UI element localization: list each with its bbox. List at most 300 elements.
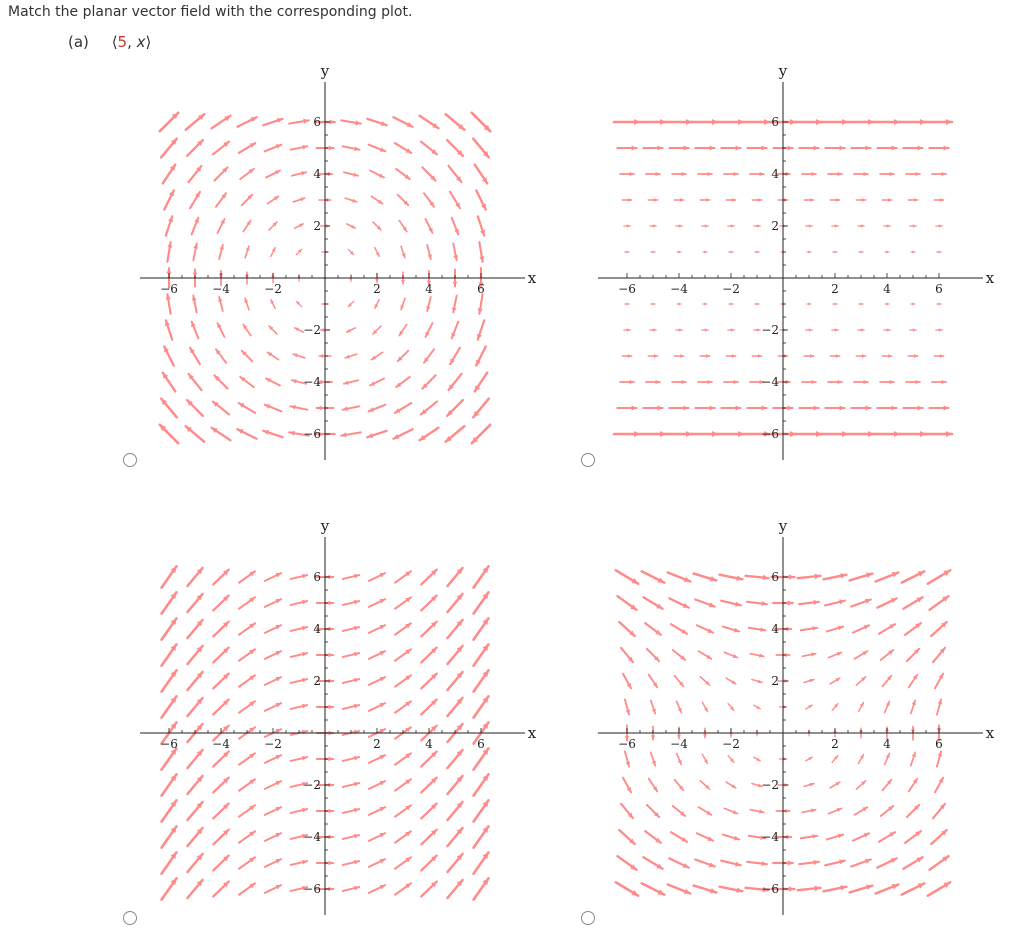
field-arrow	[674, 198, 684, 202]
field-arrow	[856, 354, 866, 358]
field-arrow	[343, 574, 359, 579]
field-arrow	[640, 431, 666, 437]
field-arrow	[265, 625, 281, 633]
field-arrow	[926, 119, 952, 125]
field-arrow	[347, 224, 356, 228]
plot-d-axes	[598, 517, 995, 915]
field-arrow	[447, 750, 462, 768]
plot-a	[140, 60, 540, 460]
field-arrow	[369, 833, 385, 841]
field-arrow	[721, 601, 741, 607]
field-arrow	[926, 431, 952, 437]
field-arrow	[749, 627, 766, 632]
field-arrow	[851, 145, 870, 150]
field-arrow	[421, 674, 436, 689]
x-axis-label: x	[527, 269, 537, 287]
field-arrow	[447, 672, 462, 690]
field-arrow	[239, 143, 255, 153]
x-tick-label: 6	[935, 282, 943, 296]
field-arrow	[291, 704, 307, 709]
field-arrow	[160, 113, 178, 131]
field-arrow	[187, 568, 202, 586]
field-arrow	[697, 625, 713, 633]
field-arrow	[213, 622, 228, 637]
field-arrow	[703, 250, 708, 253]
field-arrow	[239, 597, 255, 608]
field-arrow	[239, 831, 255, 842]
field-arrow	[291, 678, 307, 683]
field-arrow	[723, 835, 739, 841]
field-arrow	[239, 857, 255, 868]
field-arrow	[882, 354, 892, 358]
field-arrow	[799, 405, 818, 410]
field-arrow	[187, 672, 202, 690]
field-arrow	[702, 224, 708, 227]
field-arrow	[699, 807, 712, 815]
field-arrow	[858, 754, 863, 763]
field-arrow	[162, 852, 177, 873]
field-arrow	[239, 805, 255, 816]
field-arrow	[911, 700, 916, 713]
field-arrow	[698, 380, 712, 384]
field-arrow	[647, 805, 659, 817]
field-arrow	[726, 678, 736, 684]
field-arrow	[239, 701, 255, 712]
field-arrow	[343, 600, 359, 605]
field-arrow	[649, 779, 658, 792]
field-arrow	[165, 320, 172, 339]
field-arrow	[855, 651, 868, 659]
field-arrow	[885, 302, 890, 305]
field-arrow	[798, 886, 821, 892]
field-arrow	[473, 399, 489, 418]
field-arrow	[393, 117, 412, 127]
field-arrow	[796, 119, 822, 125]
field-arrow	[370, 171, 384, 178]
x-tick-label: −2	[722, 737, 740, 751]
field-arrow	[187, 802, 202, 820]
field-arrow	[640, 119, 666, 125]
field-arrow	[265, 859, 281, 867]
option-radio-4[interactable]	[581, 911, 595, 925]
field-arrow	[801, 834, 818, 839]
field-arrow	[616, 570, 638, 583]
field-arrow	[344, 172, 358, 177]
field-arrow	[343, 626, 359, 631]
field-arrow	[478, 216, 485, 235]
field-arrow	[848, 431, 874, 437]
field-arrow	[291, 145, 308, 150]
field-arrow	[266, 379, 280, 386]
field-arrow	[752, 354, 762, 358]
field-arrow	[160, 425, 178, 443]
field-arrow	[240, 169, 254, 179]
x-tick-label: 4	[425, 282, 433, 296]
field-arrow	[879, 832, 895, 842]
field-arrow	[752, 679, 762, 683]
field-arrow	[472, 425, 490, 443]
field-arrow	[399, 220, 406, 231]
field-arrow	[830, 678, 840, 684]
field-arrow	[854, 172, 868, 176]
field-arrow	[673, 806, 686, 816]
field-arrow	[907, 649, 919, 661]
field-arrow	[643, 405, 662, 410]
field-arrow	[242, 195, 253, 206]
field-arrow	[239, 403, 255, 413]
field-arrow	[911, 250, 916, 253]
x-tick-label: −6	[618, 737, 636, 751]
field-arrow	[750, 172, 764, 176]
field-arrow	[192, 296, 197, 313]
field-arrow	[935, 778, 943, 793]
field-arrow	[928, 570, 950, 583]
field-arrow	[669, 145, 688, 150]
field-arrow	[396, 377, 410, 387]
field-arrow	[239, 623, 255, 634]
field-arrow	[874, 119, 900, 125]
field-arrow	[858, 702, 863, 711]
field-arrow	[827, 834, 843, 840]
x-tick-label: 4	[883, 282, 891, 296]
field-arrow	[724, 808, 737, 814]
y-axis-label: y	[320, 517, 330, 535]
y-tick-label: 2	[313, 674, 321, 688]
field-arrow	[902, 883, 924, 894]
question-title: Match the planar vector field with the corresponding plot.	[8, 4, 413, 20]
field-arrow	[447, 776, 462, 794]
field-arrow	[853, 833, 869, 841]
field-arrow	[850, 885, 873, 893]
field-arrow	[265, 599, 281, 607]
y-axis-label: y	[778, 517, 788, 535]
field-arrow	[830, 198, 840, 202]
field-arrow	[474, 852, 489, 873]
y-tick-label: −6	[303, 427, 321, 441]
field-arrow	[450, 192, 460, 208]
field-arrow	[908, 354, 918, 358]
field-arrow	[830, 354, 840, 358]
field-arrow	[718, 119, 744, 125]
field-arrow	[746, 575, 769, 581]
x-tick-label: −2	[264, 282, 282, 296]
field-arrow	[424, 193, 434, 207]
field-arrow	[879, 624, 895, 634]
field-arrow	[369, 145, 386, 152]
field-arrow	[265, 703, 281, 711]
field-arrow	[697, 833, 713, 841]
field-arrow	[218, 323, 225, 337]
field-arrow	[166, 216, 173, 235]
field-arrow	[343, 808, 359, 813]
field-arrow	[269, 222, 277, 230]
field-arrow	[825, 145, 844, 150]
field-arrow	[347, 328, 356, 332]
field-arrow	[291, 860, 307, 865]
field-arrow	[702, 754, 707, 763]
y-tick-label: −6	[303, 882, 321, 896]
field-arrow	[296, 249, 301, 254]
field-arrow	[804, 198, 814, 202]
field-arrow	[212, 116, 231, 129]
field-arrow	[700, 677, 709, 685]
field-arrow	[218, 297, 223, 311]
field-arrow	[161, 399, 177, 418]
field-arrow	[750, 809, 763, 813]
field-arrow	[623, 778, 631, 793]
field-arrow	[396, 169, 410, 179]
field-arrow	[474, 878, 489, 899]
field-arrow	[395, 805, 411, 816]
field-arrow	[213, 402, 229, 415]
field-arrow	[474, 696, 489, 717]
field-arrow	[162, 878, 177, 899]
field-arrow	[884, 224, 890, 227]
field-arrow	[903, 405, 922, 410]
y-axis-label: y	[320, 62, 330, 80]
field-arrow	[447, 828, 462, 846]
x-tick-label: −6	[160, 737, 178, 751]
field-arrow	[162, 566, 177, 587]
field-arrow	[906, 172, 920, 176]
field-arrow	[724, 652, 737, 658]
field-arrow	[694, 574, 717, 582]
field-arrow	[874, 431, 900, 437]
field-arrow	[726, 354, 736, 358]
plot-c-svg	[140, 515, 540, 915]
field-arrow	[162, 800, 177, 821]
field-arrow	[369, 651, 385, 659]
field-arrow	[614, 431, 640, 437]
field-arrow	[446, 114, 465, 130]
field-arrow	[933, 804, 945, 818]
field-arrow	[856, 781, 865, 789]
field-arrow	[345, 198, 357, 203]
field-arrow	[213, 570, 228, 585]
field-arrow	[213, 856, 228, 871]
y-tick-label: −4	[761, 375, 779, 389]
field-arrow	[929, 405, 948, 410]
field-arrow	[187, 646, 202, 664]
field-arrow	[242, 351, 253, 362]
y-tick-label: −2	[761, 323, 779, 337]
field-arrow	[692, 119, 718, 125]
field-arrow	[446, 426, 465, 442]
field-arrow	[345, 354, 357, 359]
field-arrow	[934, 198, 944, 202]
field-arrow	[828, 808, 841, 814]
field-arrow	[263, 430, 282, 437]
plot-b	[598, 60, 998, 460]
field-arrow	[695, 859, 714, 867]
field-arrow	[267, 196, 278, 203]
field-arrow	[212, 428, 231, 441]
field-arrow	[910, 328, 916, 331]
x-tick-label: −4	[670, 282, 688, 296]
field-arrow	[851, 859, 870, 867]
field-arrow	[726, 782, 736, 788]
field-arrow	[375, 300, 379, 309]
field-arrow	[161, 139, 177, 158]
field-arrow	[617, 145, 636, 150]
field-arrow	[395, 143, 411, 153]
y-tick-label: 4	[771, 167, 779, 181]
field-arrow	[669, 598, 688, 607]
field-arrow	[702, 328, 708, 331]
field-arrow	[650, 328, 656, 331]
field-arrow	[651, 302, 656, 305]
field-arrow	[164, 190, 174, 209]
field-arrow	[421, 596, 436, 611]
field-arrow	[881, 650, 894, 660]
field-arrow	[293, 197, 305, 202]
field-arrow	[726, 198, 736, 202]
field-arrow	[343, 886, 359, 891]
vector-y-component: x	[136, 33, 146, 51]
field-arrow	[903, 145, 922, 150]
field-arrow	[213, 674, 228, 689]
field-arrow	[341, 432, 361, 437]
field-arrow	[399, 324, 406, 335]
field-arrow	[903, 857, 922, 868]
field-arrow	[239, 883, 255, 894]
y-tick-label: 6	[313, 570, 321, 584]
field-arrow	[900, 119, 926, 125]
field-arrow	[343, 146, 360, 151]
field-arrow	[218, 219, 225, 233]
field-arrow	[265, 573, 281, 581]
field-arrow	[802, 380, 816, 384]
field-arrow	[643, 145, 662, 150]
field-arrow	[625, 699, 630, 714]
field-arrow	[804, 783, 814, 787]
field-arrow	[666, 119, 692, 125]
field-arrow	[239, 675, 255, 686]
field-arrow	[192, 218, 199, 235]
field-arrow	[162, 644, 177, 665]
x-tick-label: −6	[160, 282, 178, 296]
field-arrow	[729, 302, 734, 305]
field-arrow	[369, 781, 385, 789]
plot-d-svg	[598, 515, 998, 915]
plot-a-svg	[140, 60, 540, 460]
field-arrow	[909, 779, 918, 792]
field-arrow	[269, 326, 277, 334]
field-arrow	[729, 250, 734, 253]
field-arrow	[825, 859, 845, 865]
field-arrow	[806, 224, 812, 227]
field-arrow	[851, 405, 870, 410]
field-arrow	[369, 405, 386, 412]
field-arrow	[395, 675, 411, 686]
y-tick-label: 6	[771, 570, 779, 584]
field-arrow	[271, 300, 275, 309]
field-arrow	[348, 249, 353, 254]
field-arrow	[883, 676, 892, 687]
field-arrow	[822, 431, 848, 437]
field-arrow	[851, 599, 870, 607]
option-radio-3[interactable]	[123, 911, 137, 925]
field-arrow	[649, 675, 658, 688]
field-arrow	[750, 653, 763, 657]
field-arrow	[474, 618, 489, 639]
field-arrow	[882, 198, 892, 202]
field-arrow	[245, 246, 250, 258]
field-arrow	[804, 679, 814, 683]
field-arrow	[934, 354, 944, 358]
field-arrow	[677, 701, 682, 712]
field-arrow	[343, 860, 359, 865]
field-arrow	[877, 145, 896, 150]
field-arrow	[421, 804, 436, 819]
field-arrow	[187, 140, 203, 156]
field-arrow	[426, 219, 433, 233]
field-arrow	[478, 294, 483, 313]
field-arrow	[747, 145, 766, 150]
field-arrow	[213, 778, 228, 793]
field-arrow	[291, 756, 307, 761]
field-arrow	[905, 623, 921, 635]
option-radio-2[interactable]	[581, 453, 595, 467]
field-arrow	[426, 297, 431, 311]
x-tick-label: −2	[264, 737, 282, 751]
field-arrow	[651, 700, 656, 713]
option-radio-1[interactable]	[123, 453, 137, 467]
field-arrow	[728, 224, 734, 227]
field-arrow	[163, 373, 176, 392]
y-tick-label: 2	[771, 674, 779, 688]
field-arrow	[395, 403, 411, 413]
field-arrow	[265, 807, 281, 815]
field-arrow	[854, 380, 868, 384]
field-arrow	[296, 301, 301, 306]
field-arrow	[420, 428, 439, 441]
field-arrow	[265, 781, 281, 789]
field-arrow	[371, 352, 382, 359]
field-arrow	[367, 119, 386, 126]
field-arrow	[643, 597, 662, 608]
field-arrow	[474, 592, 489, 613]
y-tick-label: −6	[761, 427, 779, 441]
field-arrow	[395, 623, 411, 634]
field-arrow	[265, 885, 281, 893]
field-arrow	[291, 600, 307, 605]
field-arrow	[447, 140, 463, 156]
field-arrow	[619, 622, 635, 636]
field-arrow	[850, 573, 873, 581]
field-arrow	[754, 224, 760, 227]
field-arrow	[420, 116, 439, 129]
field-arrow	[452, 218, 459, 235]
field-arrow	[373, 222, 381, 230]
field-arrow	[421, 856, 436, 871]
field-arrow	[806, 705, 813, 709]
field-arrow	[909, 675, 918, 688]
field-arrow	[618, 856, 637, 870]
field-arrow	[695, 405, 714, 410]
field-arrow	[265, 404, 282, 411]
field-arrow	[876, 884, 899, 894]
field-arrow	[271, 248, 275, 257]
field-arrow	[700, 354, 710, 358]
field-arrow	[695, 599, 714, 607]
field-arrow	[802, 172, 816, 176]
field-arrow	[935, 674, 943, 689]
field-arrow	[447, 568, 462, 586]
field-arrow	[669, 858, 688, 867]
field-arrow	[648, 354, 658, 358]
field-arrow	[905, 831, 921, 843]
